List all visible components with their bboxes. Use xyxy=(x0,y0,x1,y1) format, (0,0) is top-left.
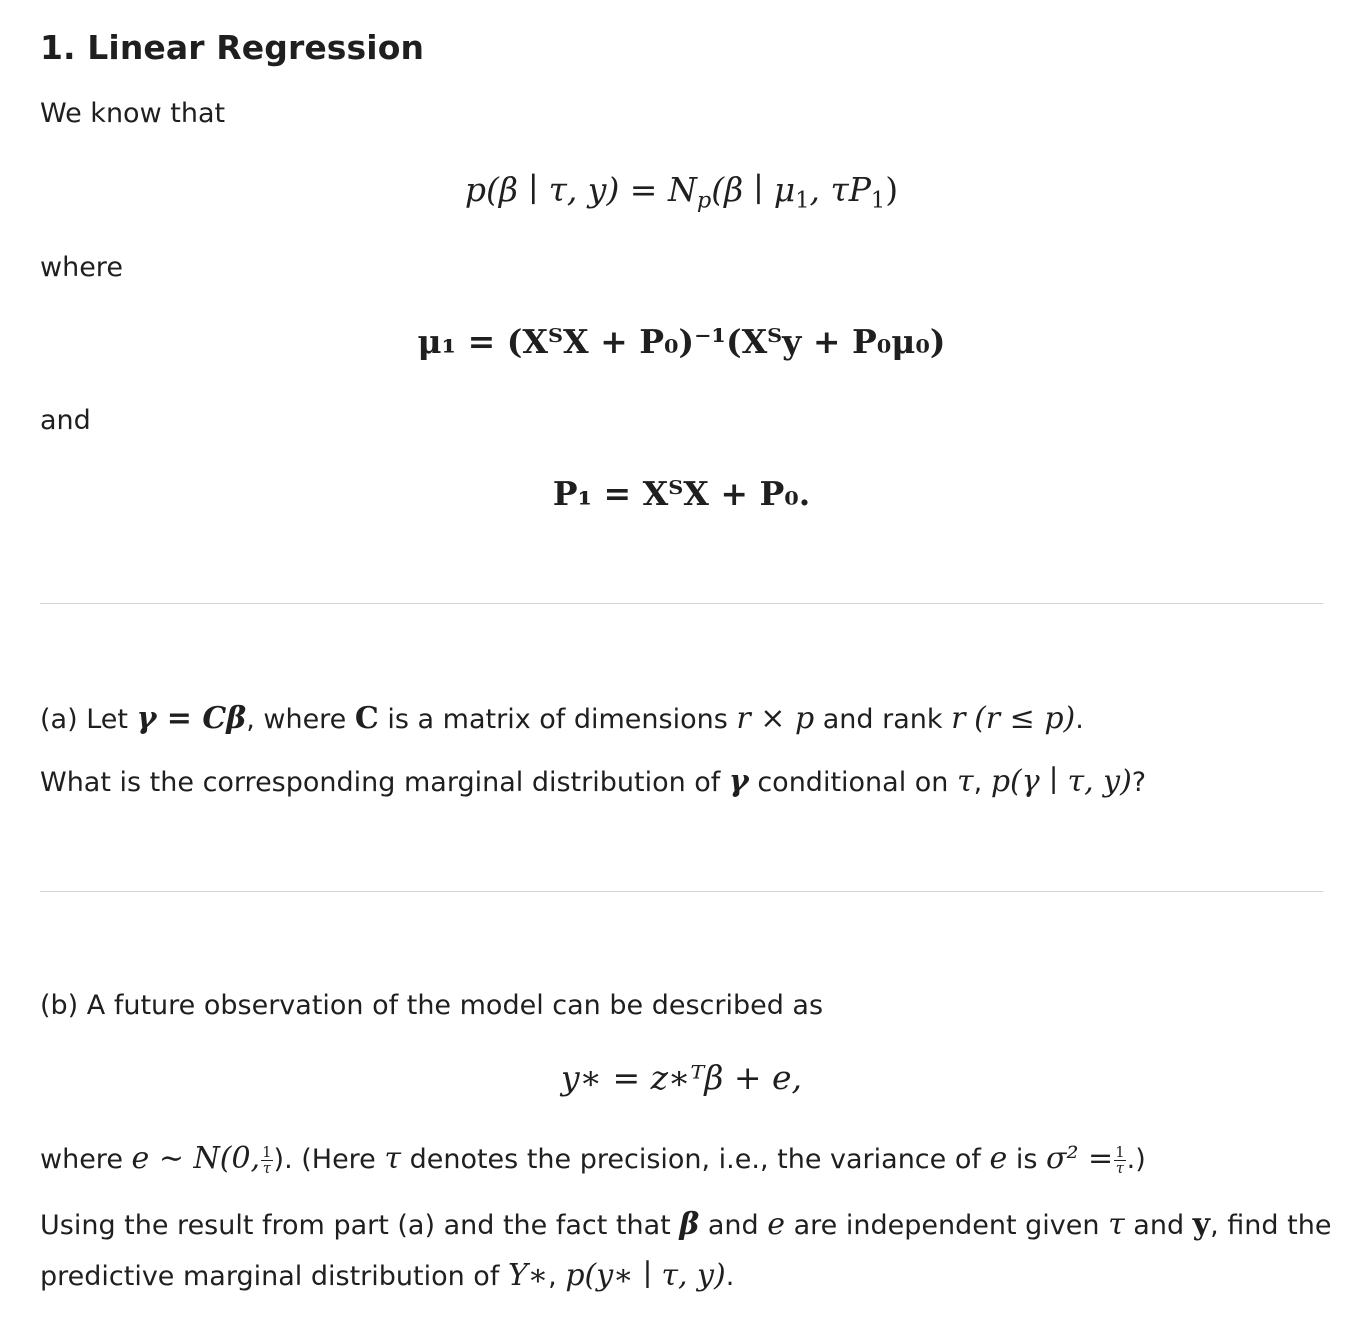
part-b-l3-y: y xyxy=(1192,1207,1211,1242)
part-b-frac xyxy=(261,1145,272,1176)
part-b-l4-end: . xyxy=(725,1261,735,1292)
part-b-l2-e: e xyxy=(989,1141,1008,1176)
part-b-l2-end: .) xyxy=(1126,1144,1146,1175)
eq1-sub-p: p xyxy=(696,187,712,214)
part-b-noise: e ∼ N(0, xyxy=(131,1141,261,1176)
part-b-l2-tau: τ xyxy=(384,1141,401,1176)
eq2-text: μ₁ = (XᵀX + P₀)⁻¹(Xᵀy + P₀μ₀) xyxy=(417,322,946,361)
part-b-l3-mid3: and xyxy=(1133,1210,1185,1241)
part-b-l3-pre: Using the result from part (a) and the fact that xyxy=(40,1210,671,1241)
part-a-mid3: and rank xyxy=(822,704,943,735)
divider-2 xyxy=(40,891,1323,892)
divider-1 xyxy=(40,603,1323,604)
part-a-l2-mid: conditional on xyxy=(757,767,949,798)
equation-future-obs xyxy=(40,1058,1323,1097)
part-b-l3-end: , find the xyxy=(1210,1210,1332,1241)
part-a-l2-gamma: γ xyxy=(728,764,749,799)
part-a-l2-tau: τ xyxy=(957,764,974,799)
part-b-frac-num: 1 xyxy=(262,1143,272,1162)
part-b-l3-mid: and xyxy=(707,1210,759,1241)
part-a-gamma-eq: γ = Cβ xyxy=(136,701,247,736)
equation-posterior xyxy=(40,170,1323,214)
part-b-l4-target: p(y∗ ∣ τ, y) xyxy=(565,1258,726,1293)
part-a-pre: (a) Let xyxy=(40,704,128,735)
part-b-frac-2 xyxy=(1114,1145,1125,1176)
eq1-tail: , τP xyxy=(809,170,871,209)
part-a-cond: (r ≤ p) xyxy=(974,701,1076,736)
part-b-l3-tau: τ xyxy=(1108,1207,1125,1242)
part-b-l3-beta: β xyxy=(679,1207,700,1242)
part-b-l2-mid: ). (Here xyxy=(273,1144,376,1175)
part-a-line-2 xyxy=(40,764,1146,800)
part-a-r: r xyxy=(951,701,966,736)
equation-P1 xyxy=(40,474,1323,513)
part-b-line-4 xyxy=(40,1258,734,1294)
part-b-l4-pre: predictive marginal distribution of xyxy=(40,1261,500,1292)
part-b-l2-mid2: denotes the precision, i.e., the variance of xyxy=(409,1144,981,1175)
part-b-line-1: (b) A future observation of the model can be described as xyxy=(40,990,824,1021)
part-b-frac-den: τ xyxy=(262,1159,271,1177)
eq3-text: P₁ = XᵀX + P₀. xyxy=(552,474,811,513)
part-a-l2-comma: , xyxy=(973,767,983,798)
part-a-C: C xyxy=(354,701,379,736)
part-b-line-3 xyxy=(40,1207,1331,1243)
part-b-l4-Ystar: Y∗ xyxy=(507,1258,549,1293)
part-b-line-2 xyxy=(40,1141,1146,1177)
part-a-dims: r × p xyxy=(736,701,815,736)
intro-and: and xyxy=(40,405,91,436)
part-a-l2-q: ? xyxy=(1131,767,1147,798)
part-b-sigma: σ² = xyxy=(1046,1141,1114,1176)
part-a-l2-pre: What is the corresponding marginal distribution of xyxy=(40,767,721,798)
part-b-l2-pre: where xyxy=(40,1144,123,1175)
part-a-line-1 xyxy=(40,701,1084,737)
part-a-mid1: , where xyxy=(246,704,347,735)
part-b-l4-mid: , xyxy=(548,1261,557,1292)
intro-we-know: We know that xyxy=(40,98,226,129)
eq1-sub-1b: 1 xyxy=(870,187,886,214)
eq1-close: ) xyxy=(885,170,899,209)
part-b-frac2-num: 1 xyxy=(1115,1143,1125,1162)
eq1-lhs: p(β ∣ τ, y) = N xyxy=(464,170,697,209)
part-b-l3-mid2: are independent given xyxy=(793,1210,1100,1241)
part-a-end: . xyxy=(1075,704,1084,735)
section-title: 1. Linear Regression xyxy=(40,28,425,67)
part-b-l3-e: e xyxy=(767,1207,786,1242)
eq1-rhs: (β ∣ μ xyxy=(711,170,796,209)
part-a-l2-target: p(γ ∣ τ, y) xyxy=(990,764,1132,799)
part-a-mid2: is a matrix of dimensions xyxy=(387,704,728,735)
part-b-l2-mid3: is xyxy=(1015,1144,1038,1175)
intro-where: where xyxy=(40,252,123,283)
part-b-frac2-den: τ xyxy=(1115,1159,1125,1177)
equation-mu1 xyxy=(40,322,1323,361)
eq1-sub-1: 1 xyxy=(795,187,810,214)
part-b-eq: y∗ = z∗ᵀβ + e, xyxy=(560,1058,803,1097)
